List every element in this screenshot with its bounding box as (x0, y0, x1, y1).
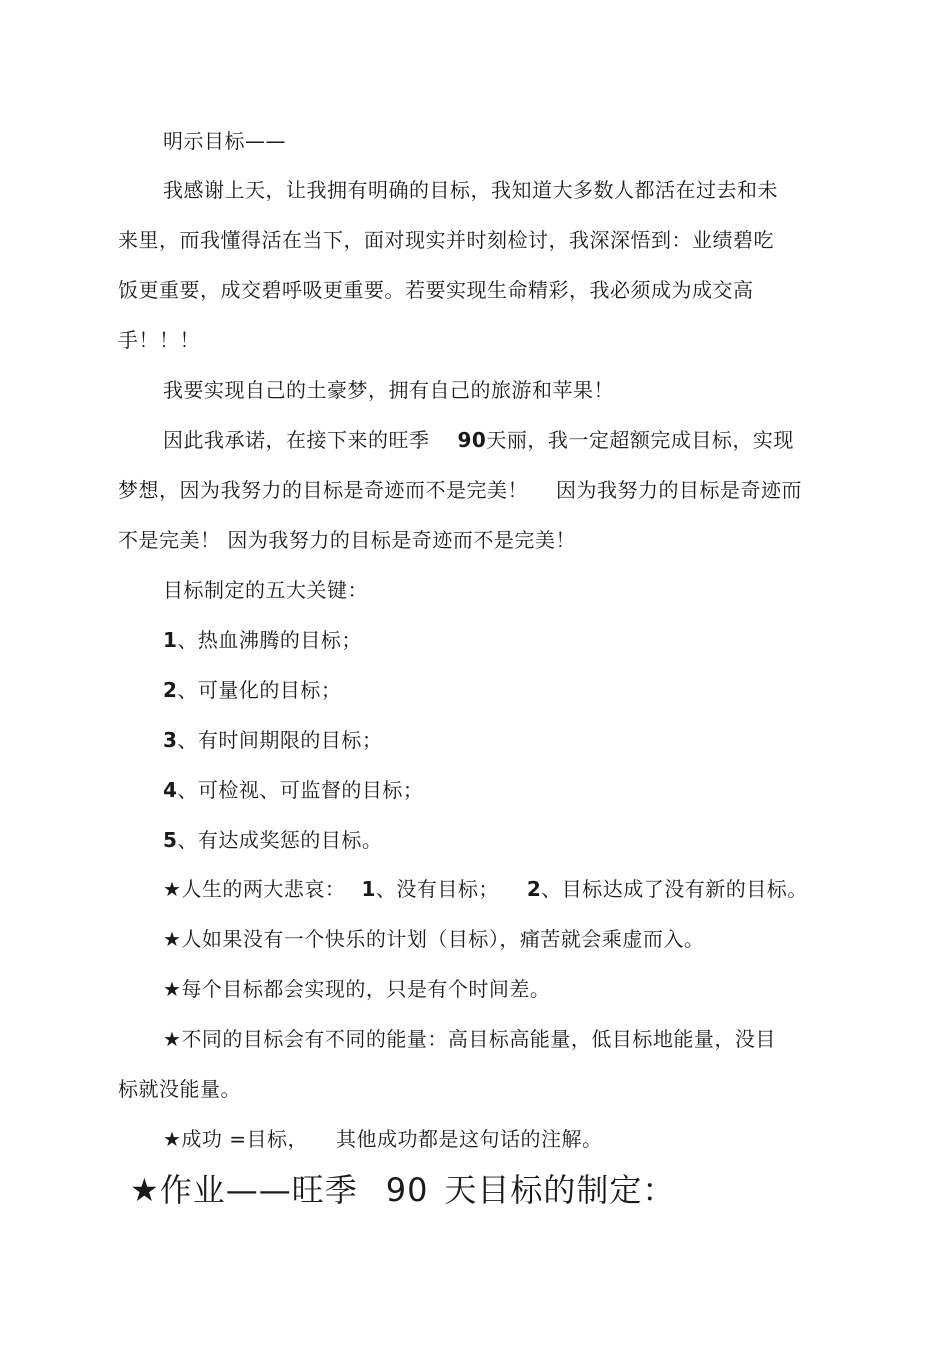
para1-line2: 来里，而我懂得活在当下，面对现实并时刻检讨，我深深悟到：业绩碧吃 (118, 228, 774, 252)
star-line-4: ★不同的目标会有不同的能量：高目标高能量，低目标地能量，没目 (163, 1027, 776, 1051)
key-item-text: 、热血沸腾的目标； (177, 628, 362, 652)
para3-line2-b: 因为我努力的目标是奇迹而 (556, 478, 802, 502)
key-item (163, 826, 382, 854)
key-item-text: 、可检视、可监督的目标； (177, 778, 424, 802)
key-item-text: 、有达成奖惩的目标。 (177, 828, 383, 852)
para3-line1-a: 因此我承诺，在接下来的旺季 (163, 428, 430, 452)
key-item-number: 2 (163, 678, 178, 702)
para1-line1: 我感谢上天，让我拥有明确的目标，我知道大多数人都活在过去和未 (163, 178, 778, 202)
star1-b: 、没有目标； (375, 877, 499, 901)
star1-a: ★人生的两大悲哀： (163, 877, 346, 901)
key-item-text: 、可量化的目标； (177, 678, 342, 702)
para2: 我要实现自己的土豪梦，拥有自己的旅游和苹果！ (163, 378, 614, 402)
homework-heading (130, 1168, 675, 1212)
para3-days-number: 90 (457, 428, 487, 452)
key-item-text: 、有时间期限的目标； (177, 728, 383, 752)
para3-line2-a: 梦想，因为我努力的目标是奇迹而不是完美！ (118, 478, 528, 502)
star-line-3: ★每个目标都会实现的，只是有个时间差。 (163, 977, 551, 1001)
star5-a: ★成功 =目标， (163, 1127, 309, 1151)
para3-line1-b: 天丽，我一定超额完成目标，实现 (486, 428, 794, 452)
para3-line2 (118, 476, 802, 504)
key-item-number: 4 (163, 778, 178, 802)
star1-number-2: 2 (526, 877, 542, 901)
key-item-number: 1 (163, 628, 178, 652)
key-item (163, 776, 423, 804)
para1-line4: 手！！！ (118, 328, 200, 352)
keys-title: 目标制定的五大关键： (163, 578, 368, 602)
star-line-5 (163, 1125, 603, 1153)
para1-line3: 饭更重要，成交碧呼吸更重要。若要实现生命精彩，我必须成为成交高 (118, 278, 754, 302)
key-item-number: 3 (163, 728, 178, 752)
homework-number: 90 (385, 1171, 429, 1209)
key-item (163, 676, 341, 704)
star1-number-1: 1 (361, 877, 376, 901)
star-line-4-cont: 标就没能量。 (118, 1077, 241, 1101)
intro-title: 明示目标—— (163, 129, 286, 153)
para3-line1 (163, 426, 794, 454)
key-item-number: 5 (163, 828, 178, 852)
homework-a: ★作业——旺季 (130, 1171, 358, 1209)
star-line-2: ★人如果没有一个快乐的计划（目标），痛苦就会乘虚而入。 (163, 927, 705, 951)
homework-b: 天目标的制定： (444, 1171, 676, 1209)
star-line-1 (163, 875, 808, 903)
key-item (163, 726, 382, 754)
key-item (163, 626, 362, 654)
para3-line3: 不是完美！ 因为我努力的目标是奇迹而不是完美！ (118, 528, 576, 552)
star5-b: 其他成功都是这句话的注解。 (336, 1127, 603, 1151)
star1-c: 、目标达成了没有新的目标。 (541, 877, 808, 901)
